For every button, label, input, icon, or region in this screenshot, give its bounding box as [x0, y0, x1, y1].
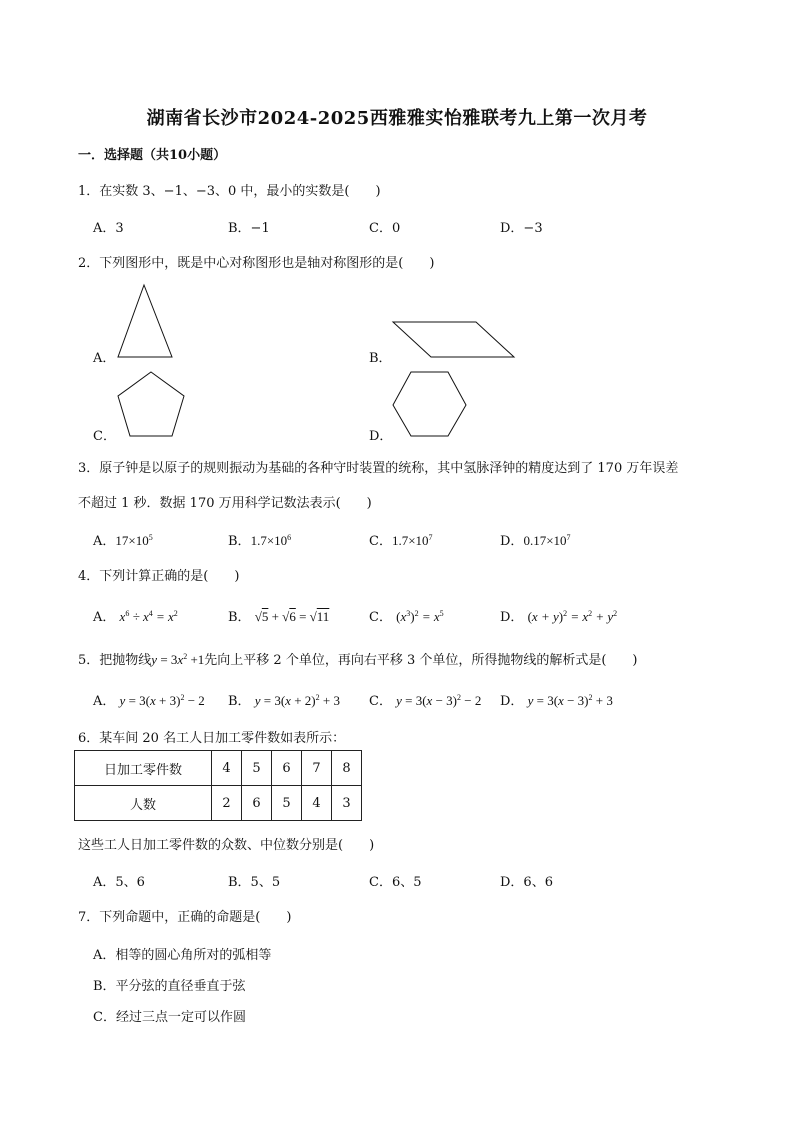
table-header-cell: 人数 — [75, 786, 212, 821]
q3-option-d-base: 0.17×10 — [523, 533, 567, 548]
q3-option-a-base: 17×10 — [115, 533, 149, 548]
q4-option-a-formula: $x^6 \div x^4 = x^2$ — [119, 609, 178, 624]
table-row — [75, 751, 362, 786]
question-3-stem-line1: 3．原子钟是以原子的规则振动为基础的各种守时装置的统称，其中氢脉泽钟的精度达到了 170 万年误差 — [78, 461, 679, 476]
q4-option-b-formula: √5 + √6 = √11 — [254, 609, 330, 624]
q4-option-d-label: D． — [500, 610, 524, 625]
q1-option-a[interactable]: A．3 — [93, 221, 124, 236]
q2-option-d[interactable]: D． — [369, 429, 393, 444]
pentagon-icon — [114, 369, 188, 439]
table-cell: 3 — [332, 786, 362, 821]
q6-option-c[interactable]: C．6、5 — [369, 875, 422, 890]
q5-option-b-label: B． — [228, 694, 251, 709]
q3-option-d-exp: 7 — [566, 533, 571, 542]
table-cell: 4 — [302, 786, 332, 821]
q3-option-d-label: D． — [500, 534, 524, 549]
q5-option-b[interactable] — [228, 690, 340, 709]
q5-option-d-label: D． — [500, 694, 524, 709]
q4-option-a[interactable] — [93, 606, 178, 625]
q7-option-a[interactable]: A．相等的圆心角所对的弧相等 — [93, 948, 272, 963]
q3-option-a-exp: 5 — [148, 533, 153, 542]
q4-option-d-formula: $(x + y)^2 = x^2 + y^2$ — [527, 609, 618, 624]
q2-option-c[interactable]: C． — [93, 429, 116, 444]
q3-option-c-label: C． — [369, 534, 392, 549]
q3-option-a-label: A． — [93, 534, 116, 549]
q4-option-c[interactable] — [369, 606, 444, 625]
table-cell: 6 — [242, 786, 272, 821]
table-cell: 5 — [242, 751, 272, 786]
table-row — [75, 786, 362, 821]
q3-option-d[interactable] — [500, 530, 571, 549]
question-2-stem: 2．下列图形中，既是中心对称图形也是轴对称图形的是( ) — [78, 256, 435, 271]
q6-option-b[interactable]: B．5、5 — [228, 875, 281, 890]
section-heading: 一．选择题（共10小题） — [78, 148, 227, 163]
q2-option-a[interactable]: A． — [93, 351, 116, 366]
q6-option-d[interactable]: D．6、6 — [500, 875, 553, 890]
q1-option-d[interactable]: D．−3 — [500, 221, 543, 236]
table-cell: 2 — [212, 786, 242, 821]
question-7-stem: 7．下列命题中，正确的命题是( ) — [78, 910, 292, 925]
table-header-cell: 日加工零件数 — [75, 751, 212, 786]
q1-option-b[interactable]: B．−1 — [228, 221, 270, 236]
q4-option-c-label: C． — [369, 610, 392, 625]
q2-option-b[interactable]: B． — [369, 351, 392, 366]
q3-option-b-exp: 6 — [287, 533, 292, 542]
table-cell: 7 — [302, 751, 332, 786]
question-1-stem: 1．在实数 3、−1、−3、0 中，最小的实数是( ) — [78, 184, 381, 199]
q4-option-c-formula: $(x^3)^2 = x^5$ — [396, 609, 444, 624]
q4-option-a-label: A． — [93, 610, 116, 625]
q5-option-a-formula: $y = 3(x + 3)^2 - 2$ — [119, 693, 205, 708]
q5-option-c-formula: $y = 3(x - 3)^2 - 2$ — [396, 693, 482, 708]
q5-option-a[interactable] — [93, 690, 205, 709]
q3-option-b-label: B． — [228, 534, 251, 549]
q5-option-b-formula: $y = 3(x + 2)^2 + 3$ — [254, 693, 340, 708]
q5-original-parabola: $y = 3x^2 +1$ — [151, 652, 205, 667]
question-4-stem: 4．下列计算正确的是( ) — [78, 569, 240, 584]
q3-option-c[interactable] — [369, 530, 433, 549]
q5-option-d[interactable] — [500, 690, 613, 709]
q3-option-c-exp: 7 — [428, 533, 433, 542]
q3-option-c-base: 1.7×10 — [391, 533, 429, 548]
table-cell: 5 — [272, 786, 302, 821]
q5-option-a-label: A． — [93, 694, 116, 709]
q4-option-b[interactable] — [228, 606, 329, 625]
q5-stem-suffix: 先向上平移 2 个单位，再向右平移 3 个单位，所得抛物线的解析式是( ) — [204, 653, 638, 668]
q5-option-d-formula: $y = 3(x - 3)^2 + 3$ — [527, 693, 613, 708]
page-title: 湖南省长沙市2024-2025西雅雅实怡雅联考九上第一次月考 — [146, 108, 648, 129]
q3-option-a[interactable] — [93, 530, 153, 549]
q7-option-b[interactable]: B．平分弦的直径垂直于弦 — [93, 979, 246, 994]
question-5-stem — [78, 649, 638, 668]
q6-data-table — [74, 750, 362, 821]
table-cell: 4 — [212, 751, 242, 786]
question-3-stem-line2: 不超过 1 秒．数据 170 万用科学记数法表示( ) — [78, 496, 372, 511]
question-6-stem: 6．某车间 20 名工人日加工零件数如表所示： — [78, 731, 346, 746]
parallelogram-icon — [390, 318, 518, 360]
triangle-icon — [116, 283, 176, 359]
q4-option-b-label: B． — [228, 610, 251, 625]
hexagon-icon — [390, 369, 470, 439]
q3-option-b-base: 1.7×10 — [250, 533, 288, 548]
table-cell: 6 — [272, 751, 302, 786]
q5-option-c[interactable] — [369, 690, 481, 709]
table-cell: 8 — [332, 751, 362, 786]
q5-stem-prefix: 5．把抛物线 — [78, 653, 152, 668]
q6-option-a[interactable]: A．5、6 — [93, 875, 145, 890]
question-6-followup: 这些工人日加工零件数的众数、中位数分别是( ) — [78, 838, 375, 853]
q7-option-c[interactable]: C．经过三点一定可以作圆 — [93, 1010, 246, 1025]
q5-option-c-label: C． — [369, 694, 392, 709]
q3-option-b[interactable] — [228, 530, 291, 549]
q1-option-c[interactable]: C．0 — [369, 221, 401, 236]
q4-option-d[interactable] — [500, 606, 617, 625]
